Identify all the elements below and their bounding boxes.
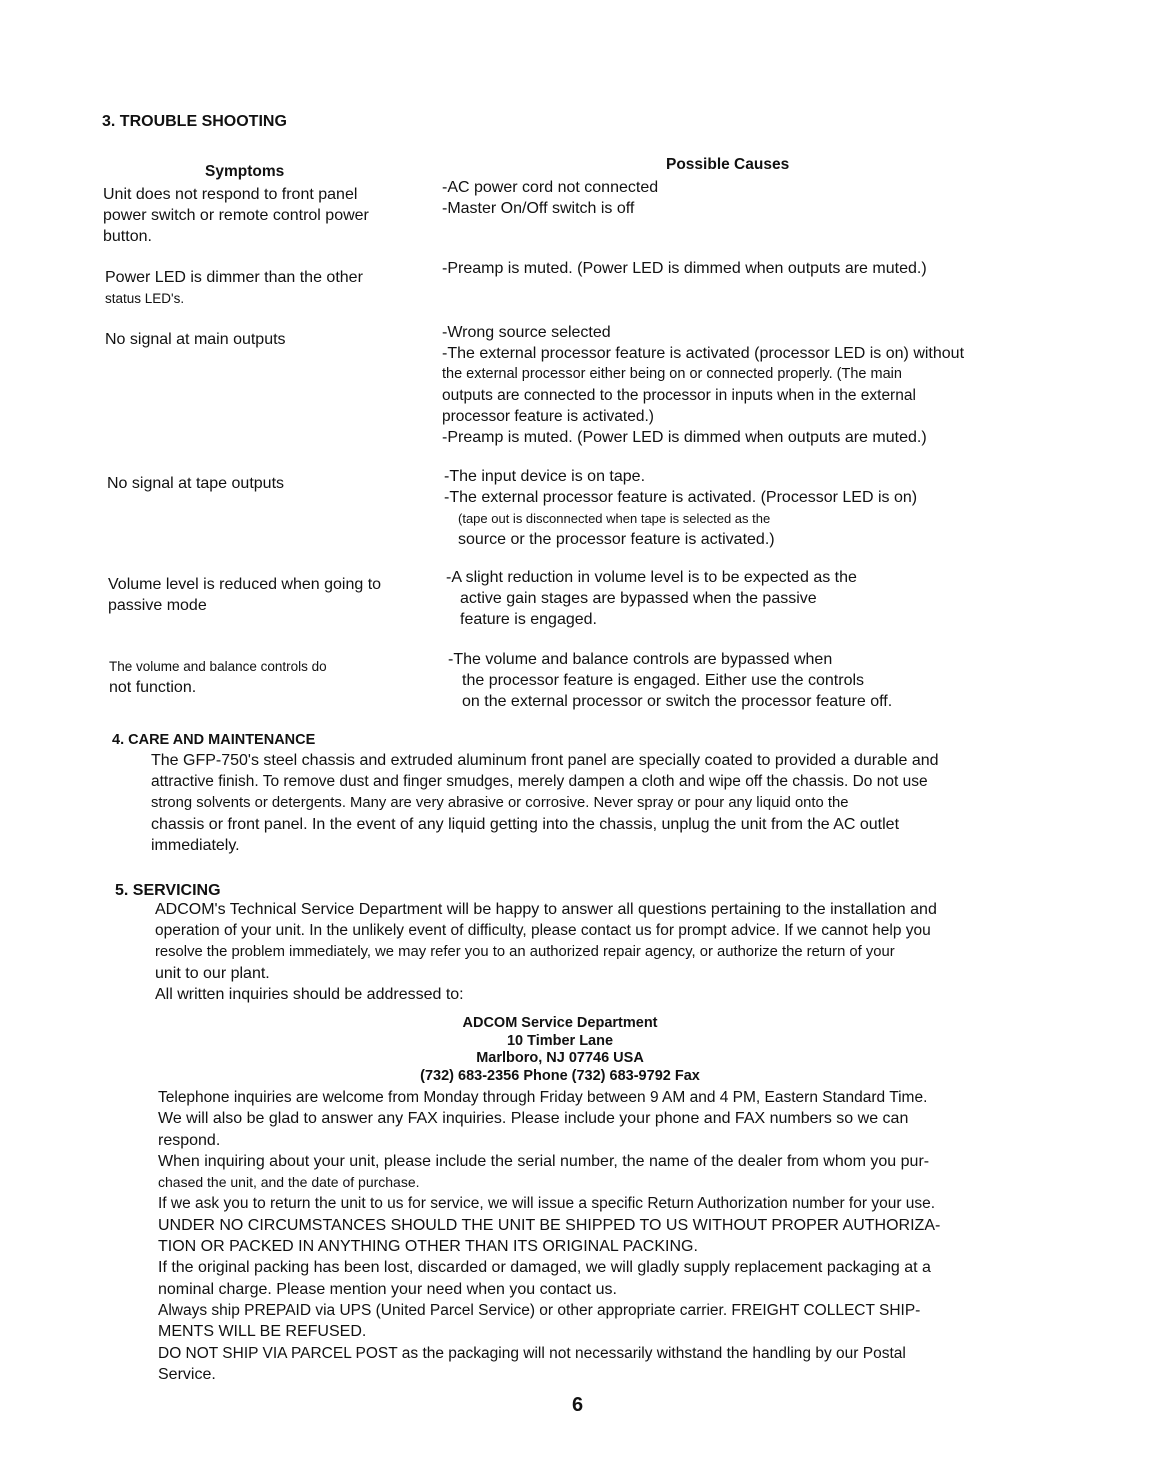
section-heading-servicing: 5. SERVICING: [115, 882, 221, 899]
symptom-line: button.: [103, 228, 152, 245]
servicing-body: [158, 1087, 1018, 1385]
section-heading-care-maintenance: 4. CARE AND MAINTENANCE: [112, 732, 316, 748]
care-line: immediately.: [151, 837, 240, 855]
servicing-line: nominal charge. Please mention your need when you contact us.: [158, 1280, 617, 1298]
servicing-line: MENTS WILL BE REFUSED.: [158, 1323, 367, 1341]
symptom-cell: [103, 184, 403, 247]
symptom-cell: [105, 329, 405, 350]
cause-line: active gain stages are bypassed when the passive: [460, 590, 817, 607]
symptom-cell: [109, 656, 409, 698]
servicing-line: DO NOT SHIP VIA PARCEL POST as the packaging will not necessarily withstand the handling by our Postal: [158, 1344, 906, 1362]
address-line: 10 Timber Lane: [506, 1032, 614, 1049]
cause-cell: [446, 567, 1026, 630]
servicing-line: Always ship PREPAID via UPS (United Parcel Service) or other appropriate carrier. FREIGHT COLLECT SHIP-: [158, 1301, 921, 1319]
symptom-line: Unit does not respond to front panel: [103, 186, 358, 203]
section-heading-trouble-shooting: 3. TROUBLE SHOOTING: [102, 113, 287, 130]
cause-line: -A slight reduction in volume level is to be expected as the: [446, 569, 857, 586]
servicing-line: When inquiring about your unit, please include the serial number, the name of the dealer from whom you pur-: [158, 1152, 930, 1170]
page-number: 6: [572, 1394, 584, 1416]
symptom-line: not function.: [109, 679, 197, 696]
cause-cell: [448, 649, 1028, 712]
servicing-line: TION OR PACKED IN ANYTHING OTHER THAN ITS ORIGINAL PACKING.: [158, 1238, 698, 1256]
care-paragraph: [151, 750, 1021, 856]
cause-line: on the external processor or switch the processor feature off.: [462, 693, 893, 710]
cause-line: -The input device is on tape.: [444, 468, 646, 485]
servicing-line: Service.: [158, 1365, 216, 1383]
symptom-cell: [107, 473, 407, 494]
cause-line: processor feature is activated.): [442, 408, 654, 425]
cause-line: (tape out is disconnected when tape is selected as the: [458, 511, 771, 526]
symptom-line: power switch or remote control power: [103, 207, 369, 224]
cause-line: -Preamp is muted. (Power LED is dimmed when outputs are muted.): [442, 260, 927, 277]
symptom-line: Power LED is dimmer than the other: [105, 269, 363, 286]
cause-line: -Master On/Off switch is off: [442, 200, 635, 217]
servicing-line: UNDER NO CIRCUMSTANCES SHOULD THE UNIT BE SHIPPED TO US WITHOUT PROPER AUTHORIZA-: [158, 1216, 941, 1234]
servicing-line: ADCOM's Technical Service Department will be happy to answer all questions pertaining to the installation and: [155, 901, 937, 918]
symptom-line: The volume and balance controls do: [109, 659, 327, 674]
causes-column-header: Possible Causes: [666, 156, 790, 173]
cause-line: the external processor either being on or connected properly. (The main: [442, 366, 902, 382]
cause-line: -The external processor feature is activated (processor LED is on) without: [442, 345, 965, 362]
address-line: Marlboro, NJ 07746 USA: [476, 1050, 644, 1066]
care-line: strong solvents or detergents. Many are very abrasive or corrosive. Never spray or pour any liquid onto the: [151, 794, 849, 811]
cause-cell: [442, 258, 1022, 279]
cause-line: -Preamp is muted. (Power LED is dimmed when outputs are muted.): [442, 429, 927, 446]
cause-line: the processor feature is engaged. Either use the controls: [462, 672, 865, 689]
symptom-cell: [105, 267, 405, 309]
servicing-line: All written inquiries should be addressed to:: [155, 986, 464, 1004]
cause-line: -The external processor feature is activated. (Processor LED is on): [444, 489, 918, 506]
symptom-cell: [108, 574, 408, 616]
cause-line: -Wrong source selected: [442, 324, 611, 341]
symptom-line: No signal at tape outputs: [107, 475, 285, 492]
cause-cell: [442, 322, 1022, 448]
address-line: (732) 683-2356 Phone (732) 683-9792 Fax: [420, 1067, 700, 1084]
symptom-line: Volume level is reduced when going to: [108, 576, 382, 593]
care-line: attractive finish. To remove dust and finger smudges, merely dampen a cloth and wipe off the chassis. Do not use: [151, 773, 928, 791]
cause-cell: [444, 466, 1024, 550]
servicing-line: Telephone inquiries are welcome from Monday through Friday between 9 AM and 4 PM, Eastern Standard Time.: [158, 1089, 928, 1106]
servicing-intro: [155, 899, 1015, 1005]
cause-line: feature is engaged.: [460, 611, 597, 628]
cause-line: source or the processor feature is activated.): [458, 531, 775, 548]
servicing-line: resolve the problem immediately, we may refer you to an authorized repair agency, or authorize the return of your: [155, 943, 895, 960]
care-line: chassis or front panel. In the event of any liquid getting into the chassis, unplug the unit from the AC outlet: [151, 815, 900, 833]
servicing-line: If we ask you to return the unit to us for service, we will issue a specific Return Authorization number for your use.: [158, 1195, 936, 1213]
symptom-line: passive mode: [108, 597, 207, 614]
servicing-line: respond.: [158, 1131, 221, 1149]
servicing-line: chased the unit, and the date of purchase.: [158, 1174, 420, 1191]
care-line: The GFP-750's steel chassis and extruded aluminum front panel are specially coated to provided a durable and: [151, 752, 939, 769]
symptom-line: No signal at main outputs: [105, 331, 286, 348]
cause-line: outputs are connected to the processor in inputs when in the external: [442, 387, 916, 404]
cause-cell: [442, 177, 1022, 219]
servicing-line: operation of your unit. In the unlikely event of difficulty, please contact us for prompt advice. If we cannot help you: [155, 922, 931, 940]
address-line: ADCOM Service Department: [462, 1015, 658, 1031]
cause-line: -The volume and balance controls are bypassed when: [448, 651, 833, 668]
service-address-block: [300, 1015, 820, 1085]
servicing-line: unit to our plant.: [155, 964, 270, 982]
servicing-line: If the original packing has been lost, discarded or damaged, we will gladly supply replacement packaging at a: [158, 1259, 931, 1277]
symptoms-column-header: Symptoms: [205, 163, 285, 180]
symptom-line: status LED's.: [105, 291, 185, 306]
cause-line: -AC power cord not connected: [442, 179, 659, 196]
servicing-line: We will also be glad to answer any FAX inquiries. Please include your phone and FAX numbers so we can: [158, 1110, 909, 1128]
